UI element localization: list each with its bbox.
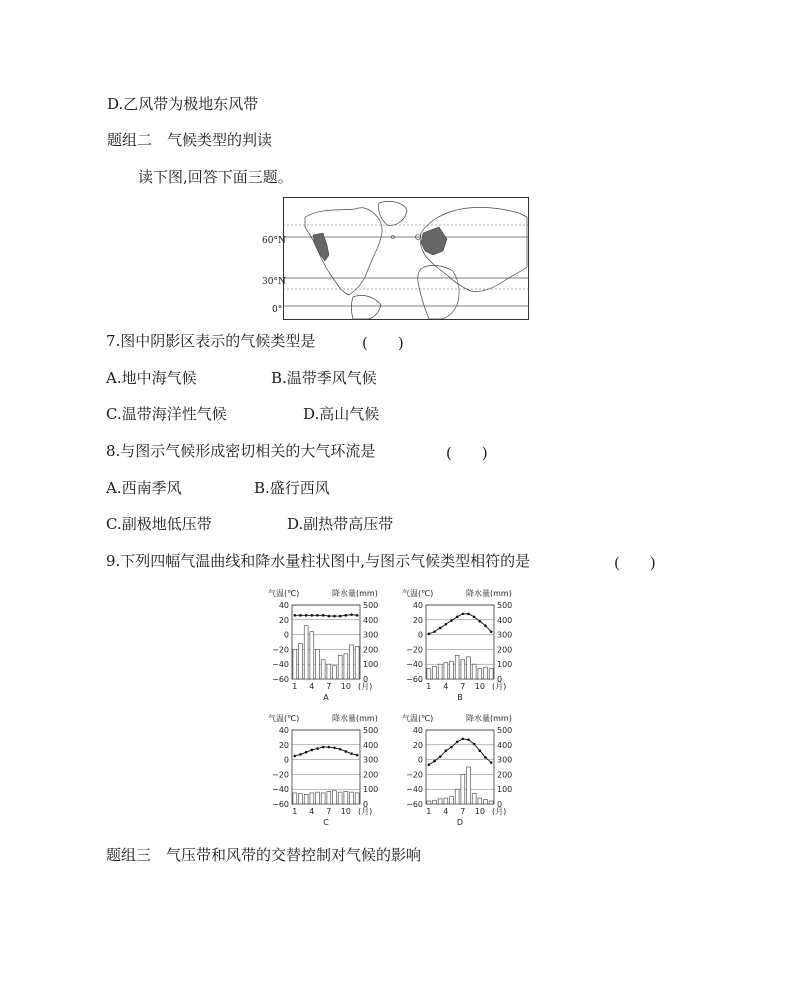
temperature-point — [328, 615, 331, 618]
month-tick-label: 10 — [340, 682, 351, 691]
temperature-point — [299, 614, 302, 617]
temperature-point — [350, 752, 353, 755]
temp-tick-label: −60 — [406, 675, 423, 684]
temp-tick-label: −40 — [406, 660, 423, 670]
precip-tick-label: 100 — [497, 785, 513, 795]
temperature-point — [490, 630, 493, 633]
precip-tick-label: 100 — [363, 785, 379, 795]
precip-tick-label: 500 — [497, 601, 513, 610]
temperature-point — [428, 633, 431, 636]
precip-bar — [472, 794, 476, 804]
precip-tick-label: 400 — [363, 615, 379, 625]
temperature-point — [316, 747, 319, 750]
temp-tick-label: 20 — [278, 615, 289, 625]
precip-bar — [344, 654, 348, 679]
precip-tick-label: 300 — [497, 630, 513, 640]
precip-tick-label: 300 — [363, 630, 379, 640]
question-9: 9.下列四幅气温曲线和降水量柱状图中,与图示气候类型相符的是 — [106, 552, 531, 570]
temperature-point — [322, 746, 325, 749]
lat-label-30: 30°N — [262, 277, 286, 287]
temp-axis-label: 气温(℃) — [268, 589, 300, 598]
temp-tick-label: 0 — [417, 630, 423, 640]
temperature-point — [339, 748, 342, 751]
temp-tick-label: −60 — [272, 675, 289, 684]
temperature-line — [429, 739, 491, 765]
temperature-point — [433, 760, 436, 763]
temperature-point — [479, 749, 482, 752]
temperature-point — [445, 749, 448, 752]
precip-axis-label: 降水量(mm) — [332, 714, 378, 723]
temp-axis-label: 气温(℃) — [402, 589, 434, 598]
precip-tick-label: 0 — [497, 675, 503, 684]
question-7: 7.图中阴影区表示的气候类型是 — [106, 332, 316, 350]
month-tick-label: 4 — [443, 807, 449, 816]
q8-option-a: A.西南季风 — [106, 479, 182, 497]
instruction: 读下图,回答下面三题。 — [138, 168, 293, 186]
plot-frame — [426, 730, 494, 804]
temperature-point — [345, 750, 348, 753]
precip-bar — [427, 801, 431, 804]
temperature-point — [322, 614, 325, 617]
precip-tick-label: 200 — [363, 645, 379, 655]
temp-tick-label: 0 — [417, 755, 423, 765]
temp-tick-label: 20 — [412, 615, 423, 625]
temp-tick-label: −20 — [272, 770, 289, 780]
precip-bar — [478, 798, 482, 804]
question-8: 8.与图示气候形成密切相关的大气环流是 — [106, 442, 376, 460]
panel-letter: B — [457, 693, 463, 702]
temp-tick-label: −60 — [406, 800, 423, 809]
temperature-point — [316, 614, 319, 617]
month-tick-label: 1 — [292, 807, 298, 816]
temperature-point — [450, 746, 453, 749]
prev-option-d: D.乙风带为极地东风带 — [107, 95, 259, 113]
precip-tick-label: 0 — [497, 800, 503, 809]
month-tick-label: 1 — [292, 682, 298, 691]
temperature-point — [473, 743, 476, 746]
precip-bar — [444, 798, 448, 804]
month-tick-label: 10 — [340, 807, 351, 816]
group3-title: 题组三 气压带和风带的交替控制对气候的影响 — [106, 846, 422, 864]
temp-tick-label: −40 — [406, 785, 423, 795]
temperature-point — [339, 615, 342, 618]
precip-bar — [310, 632, 314, 679]
month-tick-label: 10 — [474, 682, 485, 691]
q8-option-c: C.副极地低压带 — [106, 515, 212, 533]
precip-bar — [472, 664, 476, 679]
temperature-line — [295, 747, 357, 756]
temp-tick-label: −40 — [272, 660, 289, 670]
precip-bar — [316, 792, 320, 804]
q7-option-b: B.温带季风气候 — [271, 369, 377, 387]
temperature-point — [356, 614, 359, 617]
temperature-line — [429, 614, 491, 634]
precip-bar — [478, 669, 482, 679]
precip-tick-label: 100 — [363, 660, 379, 670]
climate-chart-d — [396, 710, 536, 832]
month-axis-label: (月) — [492, 682, 507, 691]
temp-tick-label: 0 — [283, 755, 289, 765]
temp-axis-label: 气温(℃) — [268, 714, 300, 723]
month-axis-label: (月) — [358, 682, 373, 691]
temp-tick-label: 40 — [278, 601, 289, 610]
lat-label-0: 0° — [272, 305, 283, 315]
temp-tick-label: 0 — [283, 630, 289, 640]
precip-bar — [444, 663, 448, 679]
climate-chart-c — [262, 710, 402, 832]
q7-option-c: C.温带海洋性气候 — [106, 405, 227, 423]
temperature-point — [433, 630, 436, 633]
month-tick-label: 1 — [426, 682, 432, 691]
precip-bar — [467, 657, 471, 679]
precip-bar — [461, 774, 465, 804]
temp-axis-label: 气温(℃) — [402, 714, 434, 723]
lat-label-60: 60°N — [262, 236, 286, 246]
precip-bar — [455, 789, 459, 804]
temperature-point — [484, 756, 487, 759]
precip-tick-label: 400 — [497, 740, 513, 750]
panel-letter: A — [323, 693, 329, 702]
month-tick-label: 1 — [426, 807, 432, 816]
climate-chart-a — [262, 585, 402, 707]
temperature-point — [305, 614, 308, 617]
panel-letter: C — [323, 818, 329, 827]
temp-tick-label: −20 — [406, 645, 423, 655]
precip-bar — [338, 655, 342, 679]
precip-bar — [321, 793, 325, 804]
temp-tick-label: 20 — [278, 740, 289, 750]
temperature-point — [439, 755, 442, 758]
question-9-answer-paren: ( ) — [614, 554, 656, 572]
temperature-point — [467, 613, 470, 616]
temp-tick-label: −20 — [272, 645, 289, 655]
temp-tick-label: −20 — [406, 770, 423, 780]
precip-tick-label: 200 — [363, 770, 379, 780]
precip-tick-label: 200 — [497, 770, 513, 780]
month-axis-label: (月) — [358, 807, 373, 816]
precip-bar — [321, 660, 325, 679]
precip-axis-label: 降水量(mm) — [466, 589, 512, 598]
precip-bar — [327, 664, 331, 679]
temperature-point — [311, 614, 314, 617]
precip-tick-label: 300 — [363, 755, 379, 765]
precip-bar — [484, 667, 488, 679]
temp-tick-label: 40 — [278, 726, 289, 735]
precip-bar — [293, 793, 297, 804]
q7-option-a: A.地中海气候 — [106, 369, 197, 387]
precip-tick-label: 0 — [363, 800, 369, 809]
temperature-point — [456, 616, 459, 619]
precip-tick-label: 500 — [497, 726, 513, 735]
precip-bar — [484, 800, 488, 804]
precip-bar — [489, 669, 493, 679]
precip-bar — [304, 626, 308, 679]
precip-bar — [350, 792, 354, 804]
temperature-point — [490, 761, 493, 764]
precip-bar — [333, 791, 337, 804]
temperature-point — [462, 738, 465, 741]
precip-bar — [489, 801, 493, 804]
precip-tick-label: 400 — [363, 740, 379, 750]
precip-bar — [338, 792, 342, 804]
precip-bar — [299, 794, 303, 804]
precip-bar — [299, 643, 303, 679]
precip-bar — [355, 646, 359, 679]
precip-bar — [450, 661, 454, 679]
month-tick-label: 10 — [474, 807, 485, 816]
temp-tick-label: −60 — [272, 800, 289, 809]
precip-bar — [327, 791, 331, 804]
temperature-point — [333, 615, 336, 618]
temperature-point — [294, 614, 297, 617]
temperature-point — [445, 623, 448, 626]
precip-tick-label: 500 — [363, 726, 379, 735]
temperature-line — [295, 615, 357, 616]
month-tick-label: 7 — [460, 682, 466, 691]
precip-bar — [304, 794, 308, 804]
precip-bar — [355, 793, 359, 804]
temperature-point — [428, 763, 431, 766]
precip-bar — [438, 799, 442, 804]
climate-chart-b — [396, 585, 536, 707]
month-tick-label: 7 — [460, 807, 466, 816]
precip-tick-label: 100 — [497, 660, 513, 670]
precip-axis-label: 降水量(mm) — [332, 589, 378, 598]
temp-tick-label: 40 — [412, 601, 423, 610]
precip-bar — [310, 793, 314, 804]
precip-bar — [316, 649, 320, 679]
group2-title: 题组二 气候类型的判读 — [107, 131, 273, 149]
precip-tick-label: 500 — [363, 601, 379, 610]
precip-axis-label: 降水量(mm) — [466, 714, 512, 723]
month-axis-label: (月) — [492, 807, 507, 816]
temperature-point — [456, 741, 459, 744]
month-tick-label: 7 — [326, 807, 332, 816]
temperature-point — [467, 738, 470, 741]
temp-tick-label: 40 — [412, 726, 423, 735]
temperature-point — [484, 624, 487, 627]
q8-option-d: D.副热带高压带 — [287, 515, 394, 533]
temp-tick-label: −40 — [272, 785, 289, 795]
precip-bar — [467, 767, 471, 804]
month-tick-label: 4 — [309, 807, 315, 816]
precip-bar — [293, 649, 297, 679]
question-7-answer-paren: ( ) — [362, 334, 404, 352]
precip-bar — [344, 791, 348, 804]
temperature-point — [450, 619, 453, 622]
precip-bar — [450, 797, 454, 804]
month-tick-label: 7 — [326, 682, 332, 691]
temperature-point — [345, 614, 348, 617]
month-tick-label: 4 — [443, 682, 449, 691]
temperature-point — [328, 746, 331, 749]
temperature-point — [311, 749, 314, 752]
q8-option-b: B.盛行西风 — [254, 479, 330, 497]
temperature-point — [333, 746, 336, 749]
temp-tick-label: 20 — [412, 740, 423, 750]
precip-bar — [433, 800, 437, 804]
month-tick-label: 4 — [309, 682, 315, 691]
world-map — [283, 197, 529, 320]
precip-bar — [350, 645, 354, 679]
panel-letter: D — [456, 818, 464, 827]
precip-bar — [333, 666, 337, 679]
temperature-point — [299, 753, 302, 756]
temperature-point — [439, 627, 442, 630]
precip-bar — [461, 660, 465, 679]
question-8-answer-paren: ( ) — [446, 444, 488, 462]
temperature-point — [294, 755, 297, 758]
q7-option-d: D.高山气候 — [303, 405, 380, 423]
temperature-point — [305, 751, 308, 754]
precip-tick-label: 200 — [497, 645, 513, 655]
precip-bar — [438, 664, 442, 679]
temperature-point — [462, 613, 465, 616]
precip-bar — [427, 669, 431, 679]
precip-tick-label: 0 — [363, 675, 369, 684]
precip-tick-label: 300 — [497, 755, 513, 765]
temperature-point — [356, 754, 359, 757]
temperature-point — [473, 616, 476, 619]
temperature-point — [350, 613, 353, 616]
precip-tick-label: 400 — [497, 615, 513, 625]
precip-bar — [455, 655, 459, 679]
temperature-point — [479, 620, 482, 623]
precip-bar — [433, 666, 437, 679]
